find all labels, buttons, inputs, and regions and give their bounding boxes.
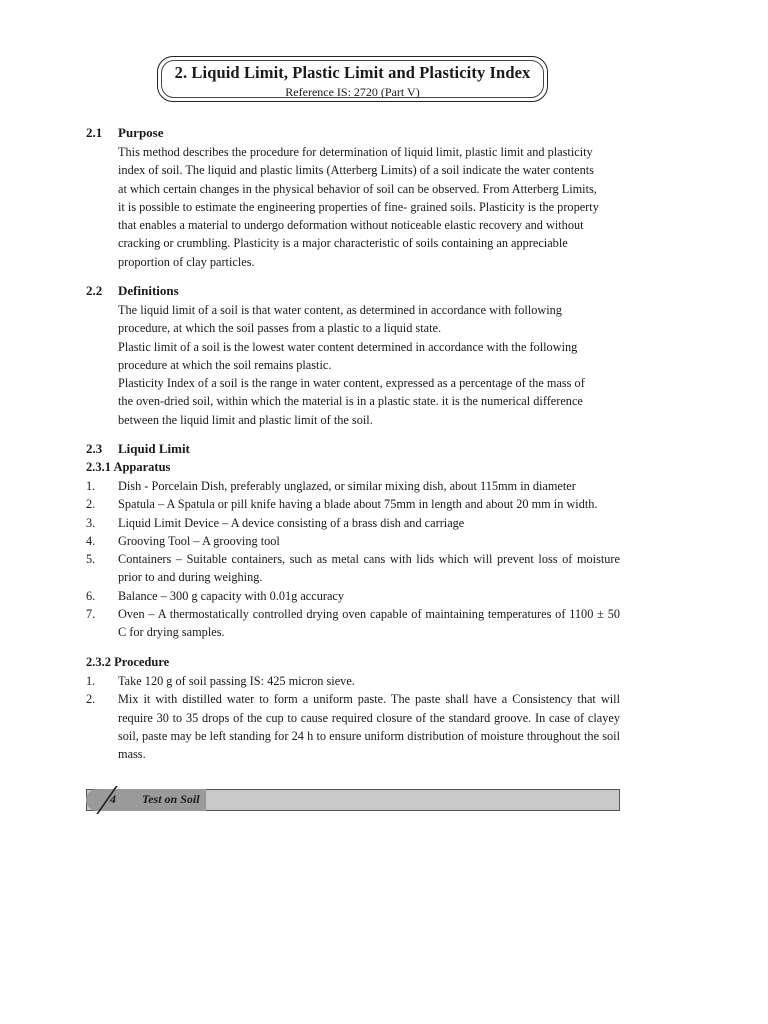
list-item: 4. Grooving Tool – A grooving tool xyxy=(86,533,280,548)
section-heading-purpose: 2.1 Purpose xyxy=(86,125,164,140)
page-number: 4 xyxy=(110,792,116,806)
chapter-title-box xyxy=(157,56,548,102)
definitions-paragraph: The liquid limit of a soil is that water content, as determined in accordance with following procedure, at which the soil passes from a plastic to a liquid state. Plastic limit of a soil is the lowest water content determined in accordance with the following procedure at which the soil remains plastic. Plasticity Index of a soil is the range in water content, expressed as a percentage of the mass of the oven-dried soil, within which the material is in a plastic state. it is the numerical difference between the liquid limit and plastic limit of the soil. xyxy=(118,303,585,427)
list-item: 2. Mix it with distilled water to form a uniform paste. The paste shall have a Consistency that will require 30 to 35 drops of the cup to cause required closure of the standard groove. In case of clayey soil, paste may be left standing for 24 h to ensure uniform distribution of moisture throughout the soil mass. xyxy=(86,692,620,762)
list-item: 7. Oven – A thermostatically controlled drying oven capable of maintaining temperatures of 1100 ± 50 C for drying samples. xyxy=(86,607,620,640)
footer-label: Test on Soil xyxy=(142,792,200,806)
section-heading-definitions: 2.2 Definitions xyxy=(86,283,179,298)
subsection-heading-procedure: 2.3.2 Procedure xyxy=(86,655,170,669)
purpose-paragraph: This method describes the procedure for determination of liquid limit, plastic limit and plasticity index of soil. The liquid and plastic limits (Atterberg Limits) of a soil indicate the water contents at which certain changes in the physical behavior of soil can be observed. From Atterberg Limits, it is possible to estimate the engineering properties of fine- grained soils. Plasticity is the property that enables a material to undergo deformation without noticeable elastic recovery and without cracking or crumbling. Plasticity is a major characteristic of soils containing an appreciable proportion of clay particles. xyxy=(118,145,599,269)
list-item: 2. Spatula – A Spatula or pill knife having a blade about 75mm in length and about 20 mm in width. xyxy=(86,497,598,512)
subsection-heading-apparatus: 2.3.1 Apparatus xyxy=(86,460,171,474)
procedure-list xyxy=(86,672,620,763)
list-item: 1. Take 120 g of soil passing IS: 425 micron sieve. xyxy=(86,674,355,688)
section-heading-liquid-limit: 2.3 Liquid Limit xyxy=(86,441,190,456)
list-item: 3. Liquid Limit Device – A device consisting of a brass dish and carriage xyxy=(86,515,465,530)
list-item: 6. Balance – 300 g capacity with 0.01g accuracy xyxy=(86,588,345,603)
reference-subtitle: Reference IS: 2720 (Part V) xyxy=(285,85,420,99)
apparatus-list xyxy=(86,477,620,642)
chapter-title: 2. Liquid Limit, Plastic Limit and Plasticity Index xyxy=(174,63,531,82)
list-item: 5. Containers – Suitable containers, such as metal cans with lids which will prevent loss of moisture prior to and during weighing. xyxy=(86,552,620,585)
list-item: 1. Dish - Porcelain Dish, preferably unglazed, or similar mixing dish, about 115mm in diameter xyxy=(86,479,576,493)
